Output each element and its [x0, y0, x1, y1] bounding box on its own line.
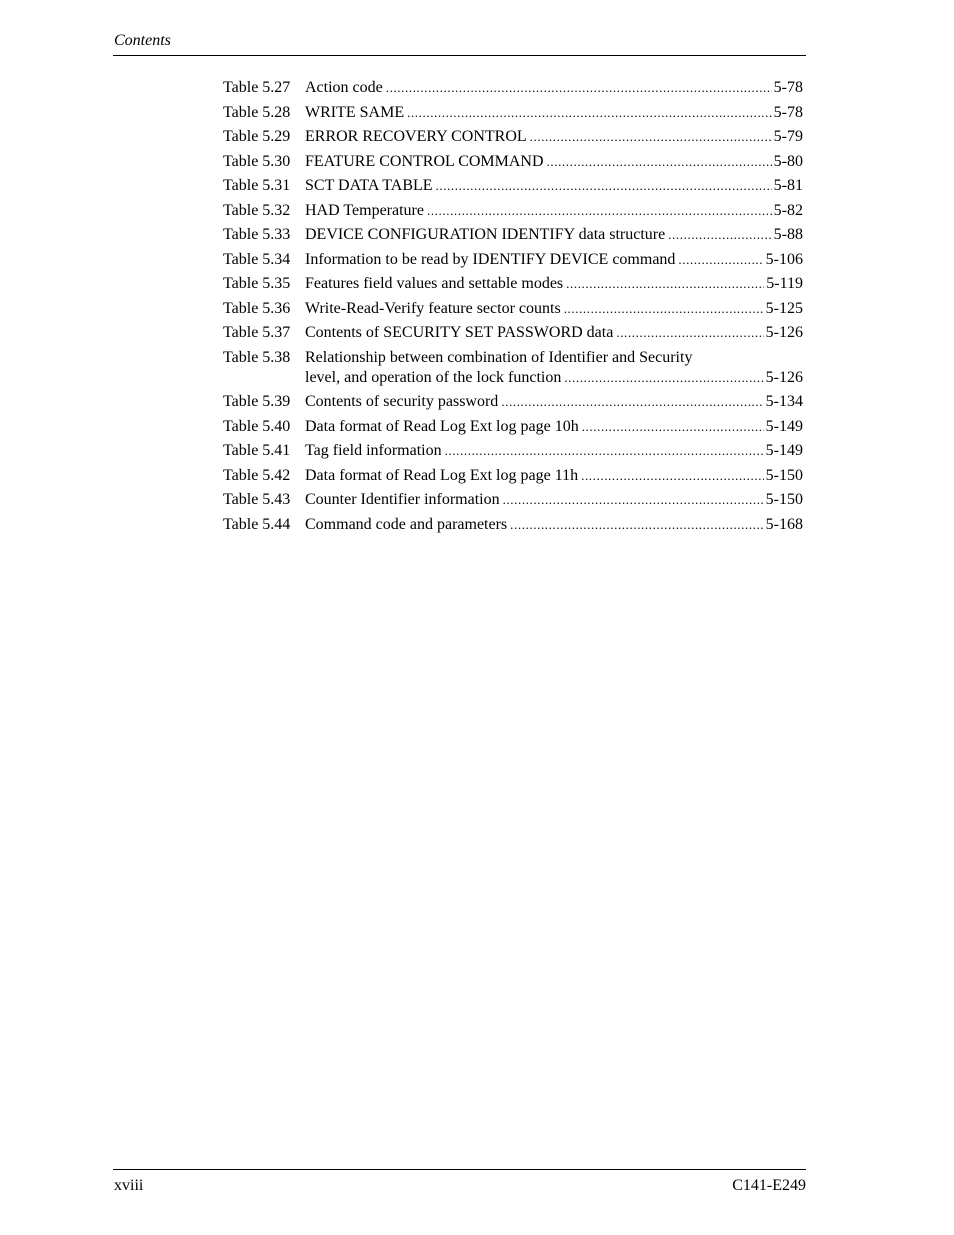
- toc-entry-title: Data format of Read Log Ext log page 11h: [305, 466, 579, 484]
- footer-document-code: C141-E249: [732, 1177, 806, 1194]
- toc-entry-page: 5-168: [765, 515, 803, 533]
- toc-entry-number: Table 5.43: [223, 491, 291, 508]
- toc-entry-page: 5-88: [773, 226, 803, 243]
- toc-entry-title: level, and operation of the lock function: [305, 368, 562, 386]
- toc-entry[interactable]: [223, 299, 803, 319]
- toc-entry-title: FEATURE CONTROL COMMAND: [305, 152, 544, 170]
- toc-entry[interactable]: [223, 466, 803, 486]
- toc-entry-title: Write-Read-Verify feature sector counts: [305, 299, 561, 317]
- toc-entry-page: 5-126: [765, 324, 803, 341]
- toc-entry[interactable]: [223, 127, 803, 147]
- dot-leader: [510, 515, 764, 535]
- dot-leader: [501, 392, 763, 412]
- dot-leader: [564, 368, 763, 388]
- header-rule: [113, 55, 806, 56]
- toc-entry-page: 5-106: [765, 250, 803, 268]
- toc-entry[interactable]: [223, 490, 803, 510]
- toc-entry[interactable]: [223, 441, 803, 461]
- toc-entry-title: HAD Temperature: [305, 201, 424, 219]
- dot-leader: [503, 490, 764, 510]
- toc-entry[interactable]: [223, 152, 803, 172]
- toc-entry-number: Table 5.27: [223, 79, 291, 96]
- toc-entry-number: Table 5.42: [223, 466, 291, 484]
- toc-entry-page: 5-81: [773, 177, 803, 194]
- toc-entry-title: Tag field information: [305, 442, 442, 459]
- toc-entry-title-line1: Relationship between combination of Identifier and Security: [305, 348, 693, 366]
- toc-entry[interactable]: [223, 323, 803, 343]
- toc-entry-page: 5-125: [765, 299, 803, 317]
- toc-entry-page: 5-150: [765, 491, 803, 508]
- toc-entry-number: Table 5.28: [223, 103, 291, 121]
- toc-entry-page: 5-126: [765, 368, 803, 386]
- toc-entry-title: Data format of Read Log Ext log page 10h: [305, 417, 579, 435]
- toc-entry-number: Table 5.29: [223, 128, 291, 145]
- toc-entry-page: 5-78: [773, 79, 803, 96]
- toc-entry-title: DEVICE CONFIGURATION IDENTIFY data structure: [305, 226, 666, 243]
- toc-entry-number: Table 5.37: [223, 324, 291, 341]
- dot-leader: [530, 127, 772, 147]
- toc-entry[interactable]: [223, 392, 803, 412]
- toc-entry-number: Table 5.44: [223, 515, 291, 533]
- dot-leader: [582, 417, 764, 437]
- toc-entry-title: Information to be read by IDENTIFY DEVICE command: [305, 250, 676, 268]
- toc-entry[interactable]: [223, 201, 803, 221]
- toc-entry-title: Command code and parameters: [305, 515, 508, 533]
- dot-leader: [436, 176, 772, 196]
- toc-entry-title: Counter Identifier information: [305, 491, 500, 508]
- toc-entry-number: Table 5.35: [223, 275, 291, 292]
- toc-entry-title: SCT DATA TABLE: [305, 177, 433, 194]
- toc-entry-number: Table 5.38: [223, 348, 291, 366]
- toc-entry[interactable]: [223, 78, 803, 98]
- dot-leader: [564, 299, 764, 319]
- toc-entry-number: Table 5.31: [223, 177, 291, 194]
- dot-leader: [581, 466, 764, 486]
- table-of-contents-list: [223, 78, 803, 539]
- toc-entry-page: 5-82: [773, 201, 803, 219]
- toc-entry-title: WRITE SAME: [305, 103, 405, 121]
- toc-entry-page: 5-149: [765, 417, 803, 435]
- footer-page-number: xviii: [114, 1177, 144, 1194]
- toc-entry-number: Table 5.34: [223, 250, 291, 268]
- dot-leader: [386, 78, 772, 98]
- dot-leader: [445, 441, 764, 461]
- toc-entry-title: Action code: [305, 79, 383, 96]
- dot-leader: [678, 250, 763, 270]
- footer-rule: [113, 1169, 806, 1170]
- toc-entry-page: 5-79: [773, 128, 803, 145]
- toc-entry-page: 5-78: [773, 103, 803, 121]
- toc-entry[interactable]: [223, 274, 803, 294]
- running-header-title: Contents: [114, 32, 171, 49]
- toc-entry[interactable]: [223, 417, 803, 437]
- dot-leader: [427, 201, 772, 221]
- toc-entry-page: 5-149: [765, 442, 803, 459]
- toc-entry-title: Contents of security password: [305, 393, 499, 410]
- dot-leader: [668, 225, 771, 245]
- toc-entry-page: 5-150: [765, 466, 803, 484]
- toc-entry-number: Table 5.32: [223, 201, 291, 219]
- toc-entry-page: 5-119: [766, 275, 803, 292]
- toc-entry-number: Table 5.40: [223, 417, 291, 435]
- toc-entry[interactable]: [223, 250, 803, 270]
- toc-entry[interactable]: [223, 348, 803, 388]
- toc-entry-title: ERROR RECOVERY CONTROL: [305, 128, 527, 145]
- dot-leader: [547, 152, 772, 172]
- toc-entry[interactable]: [223, 103, 803, 123]
- toc-entry-page: 5-134: [765, 393, 803, 410]
- toc-entry[interactable]: [223, 176, 803, 196]
- toc-entry-number: Table 5.33: [223, 226, 291, 243]
- dot-leader: [616, 323, 763, 343]
- toc-entry-number: Table 5.30: [223, 152, 291, 170]
- toc-entry[interactable]: [223, 515, 803, 535]
- toc-entry[interactable]: [223, 225, 803, 245]
- toc-entry-number: Table 5.41: [223, 442, 291, 459]
- toc-entry-title: Contents of SECURITY SET PASSWORD data: [305, 324, 614, 341]
- toc-entry-page: 5-80: [773, 152, 803, 170]
- toc-entry-number: Table 5.39: [223, 393, 291, 410]
- dot-leader: [407, 103, 772, 123]
- dot-leader: [566, 274, 764, 294]
- toc-entry-title: Features field values and settable modes: [305, 275, 564, 292]
- toc-entry-number: Table 5.36: [223, 299, 291, 317]
